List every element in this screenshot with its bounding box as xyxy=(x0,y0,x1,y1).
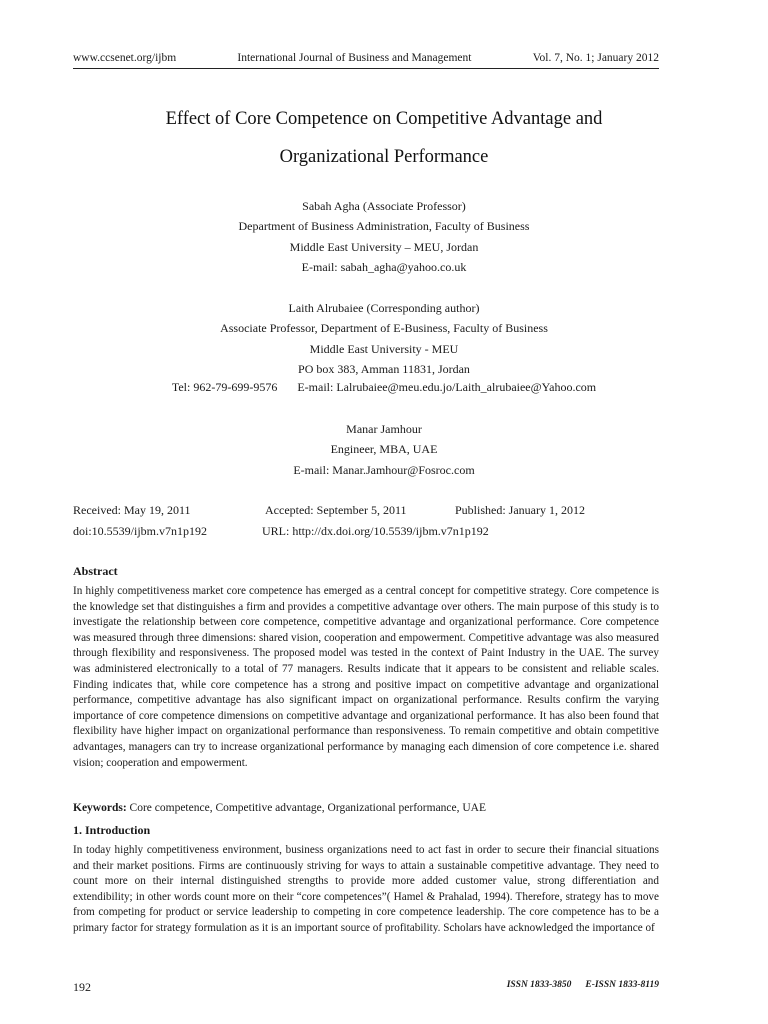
journal-url: www.ccsenet.org/ijbm xyxy=(73,52,177,64)
author-1-department: Department of Business Administration, Faculty of Business xyxy=(238,219,530,234)
author-1-university: Middle East University – MEU, Jordan xyxy=(289,239,479,254)
author-3-block xyxy=(60,419,708,480)
page-footer xyxy=(73,980,659,995)
keywords-text: Core competence, Competitive advantage, Organizational performance, UAE xyxy=(129,802,487,814)
page-number: 192 xyxy=(73,980,91,994)
keywords xyxy=(73,802,486,814)
author-2-tel: Tel: 962-79-699-9576 xyxy=(171,380,278,394)
introduction-heading: 1. Introduction xyxy=(73,823,151,837)
issn: ISSN 1833-3850 xyxy=(506,980,572,990)
eissn: E-ISSN 1833-8119 xyxy=(585,980,659,990)
author-2-email: E-mail: Lalrubaiee@meu.edu.jo/Laith_alrubaiee@Yahoo.com xyxy=(297,380,597,394)
author-2-address: PO box 383, Amman 11831, Jordan xyxy=(298,361,470,376)
author-2-university: Middle East University - MEU xyxy=(309,341,459,356)
keywords-label: Keywords: xyxy=(73,802,127,814)
doi: doi:10.5539/ijbm.v7n1p192 xyxy=(73,524,208,538)
received-date: Received: May 19, 2011 xyxy=(73,503,191,517)
author-2-block xyxy=(60,298,708,379)
running-header xyxy=(73,50,659,66)
doi-url[interactable]: URL: http://dx.doi.org/10.5539/ijbm.v7n1p192 xyxy=(262,524,489,538)
title-line-1: Effect of Core Competence on Competitive Advantage and xyxy=(165,109,603,129)
abstract-heading: Abstract xyxy=(73,564,118,578)
author-1-email: E-mail: sabah_agha@yahoo.co.uk xyxy=(301,259,467,274)
introduction-text: In today highly competitiveness environment, business organizations need to act fast in order to secure their financial situations and their market positions. Firms are continuously striving for ways to attain a sustainable competitive advantage. They need to count more on their internal distinguished strengths to provide more added customer value, strong differentiation and extendibility; in other words count more on their “core competences”( Hamel & Prahalad, 1994). Therefore, strategy has to move from competing for product or service leadership to competing in core competence leadership. The core competence has to be a primary factor for strategy formulation as it is an important source of profitability. Scholars have acknowledged the importance of xyxy=(73,844,659,934)
author-1-block xyxy=(60,196,708,277)
author-2-department: Associate Professor, Department of E-Business, Faculty of Business xyxy=(220,321,548,336)
accepted-date: Accepted: September 5, 2011 xyxy=(265,503,407,517)
author-2-contact xyxy=(60,380,708,395)
title-line-2: Organizational Performance xyxy=(279,147,489,167)
author-3-email: E-mail: Manar.Jamhour@Fosroc.com xyxy=(293,462,475,477)
journal-issue: Vol. 7, No. 1; January 2012 xyxy=(532,52,659,64)
issn-info xyxy=(507,980,659,995)
header-rule xyxy=(73,68,659,69)
journal-name: International Journal of Business and Management xyxy=(237,52,472,64)
author-3-name: Manar Jamhour xyxy=(346,422,422,436)
author-1-name: Sabah Agha (Associate Professor) xyxy=(302,199,466,213)
author-2-name: Laith Alrubaiee (Corresponding author) xyxy=(288,301,480,315)
paper-title xyxy=(60,100,708,176)
published-date: Published: January 1, 2012 xyxy=(455,503,585,517)
author-3-title: Engineer, MBA, UAE xyxy=(330,442,438,457)
abstract-text: In highly competitiveness market core competence has emerged as a central concept for competitive strategy. Core competence is the knowledge set that distinguishes a firm and provides a competitive advantage over others. The main purpose of this study is to investigate the relationship between core competence, competitive advantage and organizational performance. Core competence was measured through three dimensions: shared vision, cooperation and empowerment. Competitive advantage was also measured through flexibility and responsiveness. The proposed model was tested in the context of Paint Industry in the UAE. The survey was administered electronically to a total of 77 managers. Results indicate that it appears to be consistent and reliable scales. Finding indicates that, while core competence has a strong and positive impact on competitive advantage and organizational performance, competitive advantage has also significant impact on organizational performance. Results confirm the varying importance of core competence dimensions on competitive advantage and organizational performance. It has also been found that flexibility have higher impact on organizational performance than responsiveness. To remain competitive and obtain competitive advantages, managers can try to increase organizational performance by managing each dimension of core competence i.e. shared vision; cooperation and empowerment. xyxy=(73,585,659,769)
